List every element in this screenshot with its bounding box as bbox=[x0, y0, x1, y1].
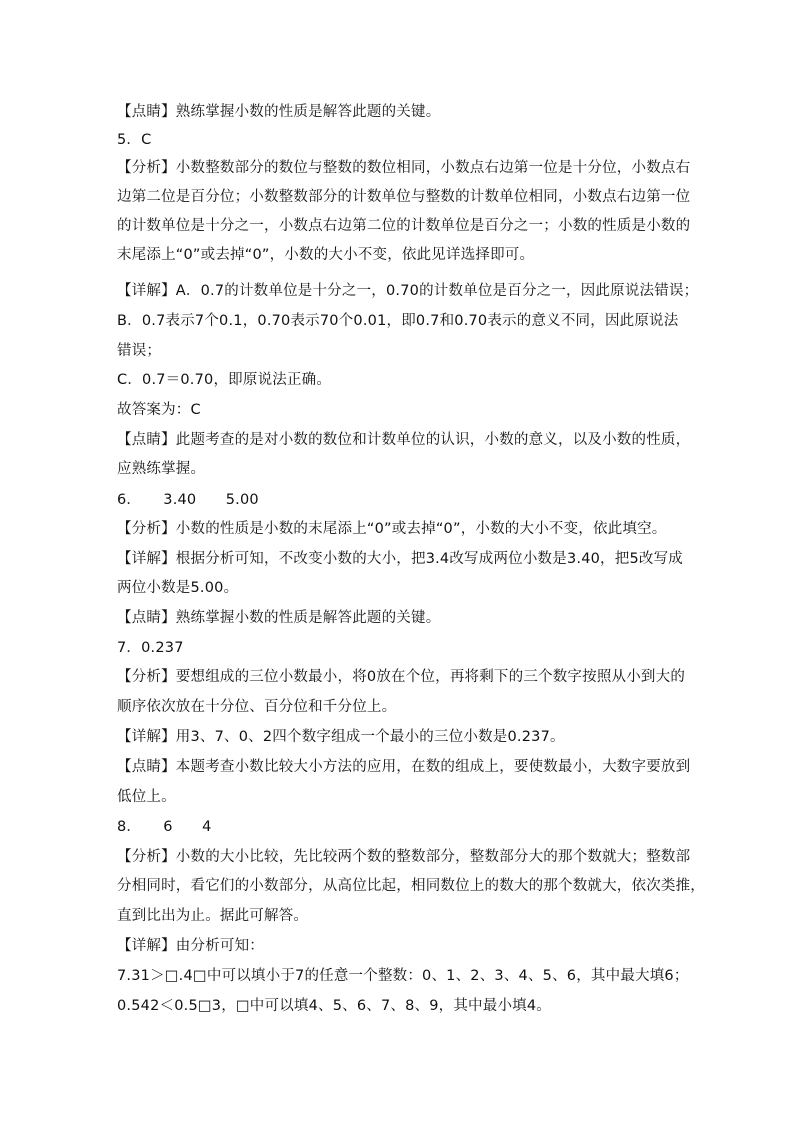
text-line: 【详解】A．0.7的计数单位是十分之一，0.70的计数单位是百分之一，因此原说法错误； bbox=[117, 283, 699, 299]
text-line: 【分析】小数整数部分的数位与整数的数位相同，小数点右边第一位是十分位，小数点右 bbox=[117, 160, 691, 176]
text-line: 【详解】用3、7、0、2四个数字组成一个最小的三位小数是0.237。 bbox=[117, 729, 565, 745]
text-line: C．0.7＝0.70，即原说法正确。 bbox=[117, 372, 332, 388]
text-line: 【分析】小数的性质是小数的末尾添上“0”或去掉“0”，小数的大小不变，依此填空。 bbox=[117, 521, 667, 537]
text-line: 【分析】要想组成的三位小数最小，将0放在个位，再将剩下的三个数字按照从小到大的 bbox=[117, 669, 686, 685]
text-line: 【点睛】本题考查小数比较大小方法的应用，在数的组成上，要使数最小，大数字要放到 bbox=[117, 759, 691, 775]
text-line: 【分析】小数的大小比较，先比较两个数的整数部分，整数部分大的那个数就大；整数部 bbox=[117, 849, 691, 865]
text-line: 两位小数是5.00。 bbox=[117, 580, 239, 596]
text-line: 7．0.237 bbox=[117, 640, 184, 656]
text-line: B．0.7表示7个0.1，0.70表示70个0.01，即0.7和0.70表示的意义不同，因此原说法 bbox=[117, 313, 679, 329]
text-line: 分相同时，看它们的小数部分，从高位比起，相同数位上的数大的那个数就大，依次类推， bbox=[117, 878, 705, 894]
text-line: 0.542＜0.5□3，□中可以填4、5、6、7、8、9，其中最小填4。 bbox=[117, 998, 551, 1014]
text-line: 低位上。 bbox=[117, 789, 176, 805]
text-line: 直到比出为止。据此可解答。 bbox=[117, 908, 309, 924]
text-line: 【点睛】熟练掌握小数的性质是解答此题的关键。 bbox=[117, 104, 441, 120]
text-line: 【详解】根据分析可知，不改变小数的大小，把3.4改写成两位小数是3.40，把5改写成 bbox=[117, 551, 683, 567]
text-line: 边第二位是百分位；小数整数部分的计数单位与整数的计数单位相同，小数点右边第一位 bbox=[117, 189, 691, 205]
text-line: 应熟练掌握。 bbox=[117, 461, 206, 477]
text-line: 5．C bbox=[117, 132, 152, 148]
text-line: 末尾添上“0”或去掉“0”，小数的大小不变，依此见详选择即可。 bbox=[117, 247, 535, 263]
text-line: 的计数单位是十分之一，小数点右边第二位的计数单位是百分之一；小数的性质是小数的 bbox=[117, 218, 691, 234]
text-line: 【详解】由分析可知： bbox=[117, 938, 264, 954]
text-line: 【点睛】此题考查的是对小数的数位和计数单位的认识，小数的意义，以及小数的性质， bbox=[117, 432, 691, 448]
text-line: 错误； bbox=[117, 343, 162, 359]
text-line: 【点睛】熟练掌握小数的性质是解答此题的关键。 bbox=[117, 610, 441, 626]
text-line: 6． 3.40 5.00 bbox=[117, 492, 259, 508]
text-line: 7.31＞□.4□中可以填小于7的任意一个整数：0、1、2、3、4、5、6，其中最大填6； bbox=[117, 968, 689, 984]
text-line: 故答案为：C bbox=[117, 402, 201, 418]
text-line: 顺序依次放在十分位、百分位和千分位上。 bbox=[117, 699, 397, 715]
text-line: 8． 6 4 bbox=[117, 819, 212, 835]
